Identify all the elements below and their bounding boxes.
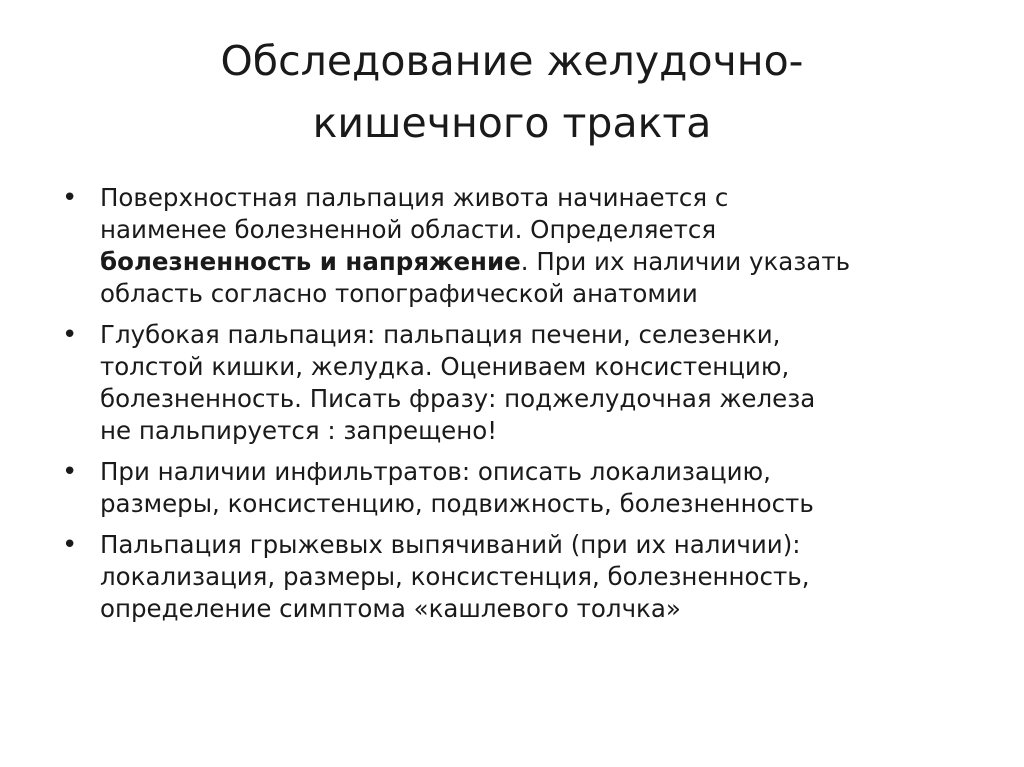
bullet-item-infiltrates [62, 456, 962, 520]
bullet-text-line: область согласно топографической анатомии [100, 279, 698, 308]
bullet-text-line: болезненность. Писать фразу: поджелудочная железа [100, 384, 816, 413]
bullet-text-line [100, 246, 962, 278]
bullet-text-line: наименее болезненной области. Определяется [100, 215, 717, 244]
title-line-2: кишечного тракта [312, 99, 712, 147]
bullet-item-hernia-palpation [62, 529, 962, 625]
bullet-text-line: толстой кишки, желудка. Оцениваем консистенцию, [100, 352, 790, 381]
emphasis-text: болезненность и напряжение [100, 247, 521, 276]
bullet-dot-icon: • [62, 457, 78, 487]
bullet-text-line: Поверхностная пальпация живота начинается с [100, 183, 729, 212]
bullet-text-line: локализация, размеры, консистенция, болезненность, [100, 562, 810, 591]
bullet-list [62, 182, 962, 634]
bullet-text-line: размеры, консистенцию, подвижность, болезненность [100, 489, 814, 518]
emphasis-tail-text: . При их наличии указать [520, 247, 851, 276]
bullet-text-line: определение симптома «кашлевого толчка» [100, 594, 681, 623]
bullet-dot-icon: • [62, 183, 78, 213]
title-line-1: Обследование желудочно- [220, 37, 804, 85]
bullet-text-line: Пальпация грыжевых выпячиваний (при их наличии): [100, 530, 801, 559]
bullet-item-superficial-palpation [62, 182, 962, 310]
slide-title [60, 30, 964, 154]
bullet-item-deep-palpation [62, 319, 962, 447]
bullet-text-line: Глубокая пальпация: пальпация печени, селезенки, [100, 320, 781, 349]
bullet-dot-icon: • [62, 530, 78, 560]
bullet-text-line: не пальпируется : запрещено! [100, 416, 498, 445]
bullet-dot-icon: • [62, 320, 78, 350]
bullet-text-line: При наличии инфильтратов: описать локализацию, [100, 457, 771, 486]
